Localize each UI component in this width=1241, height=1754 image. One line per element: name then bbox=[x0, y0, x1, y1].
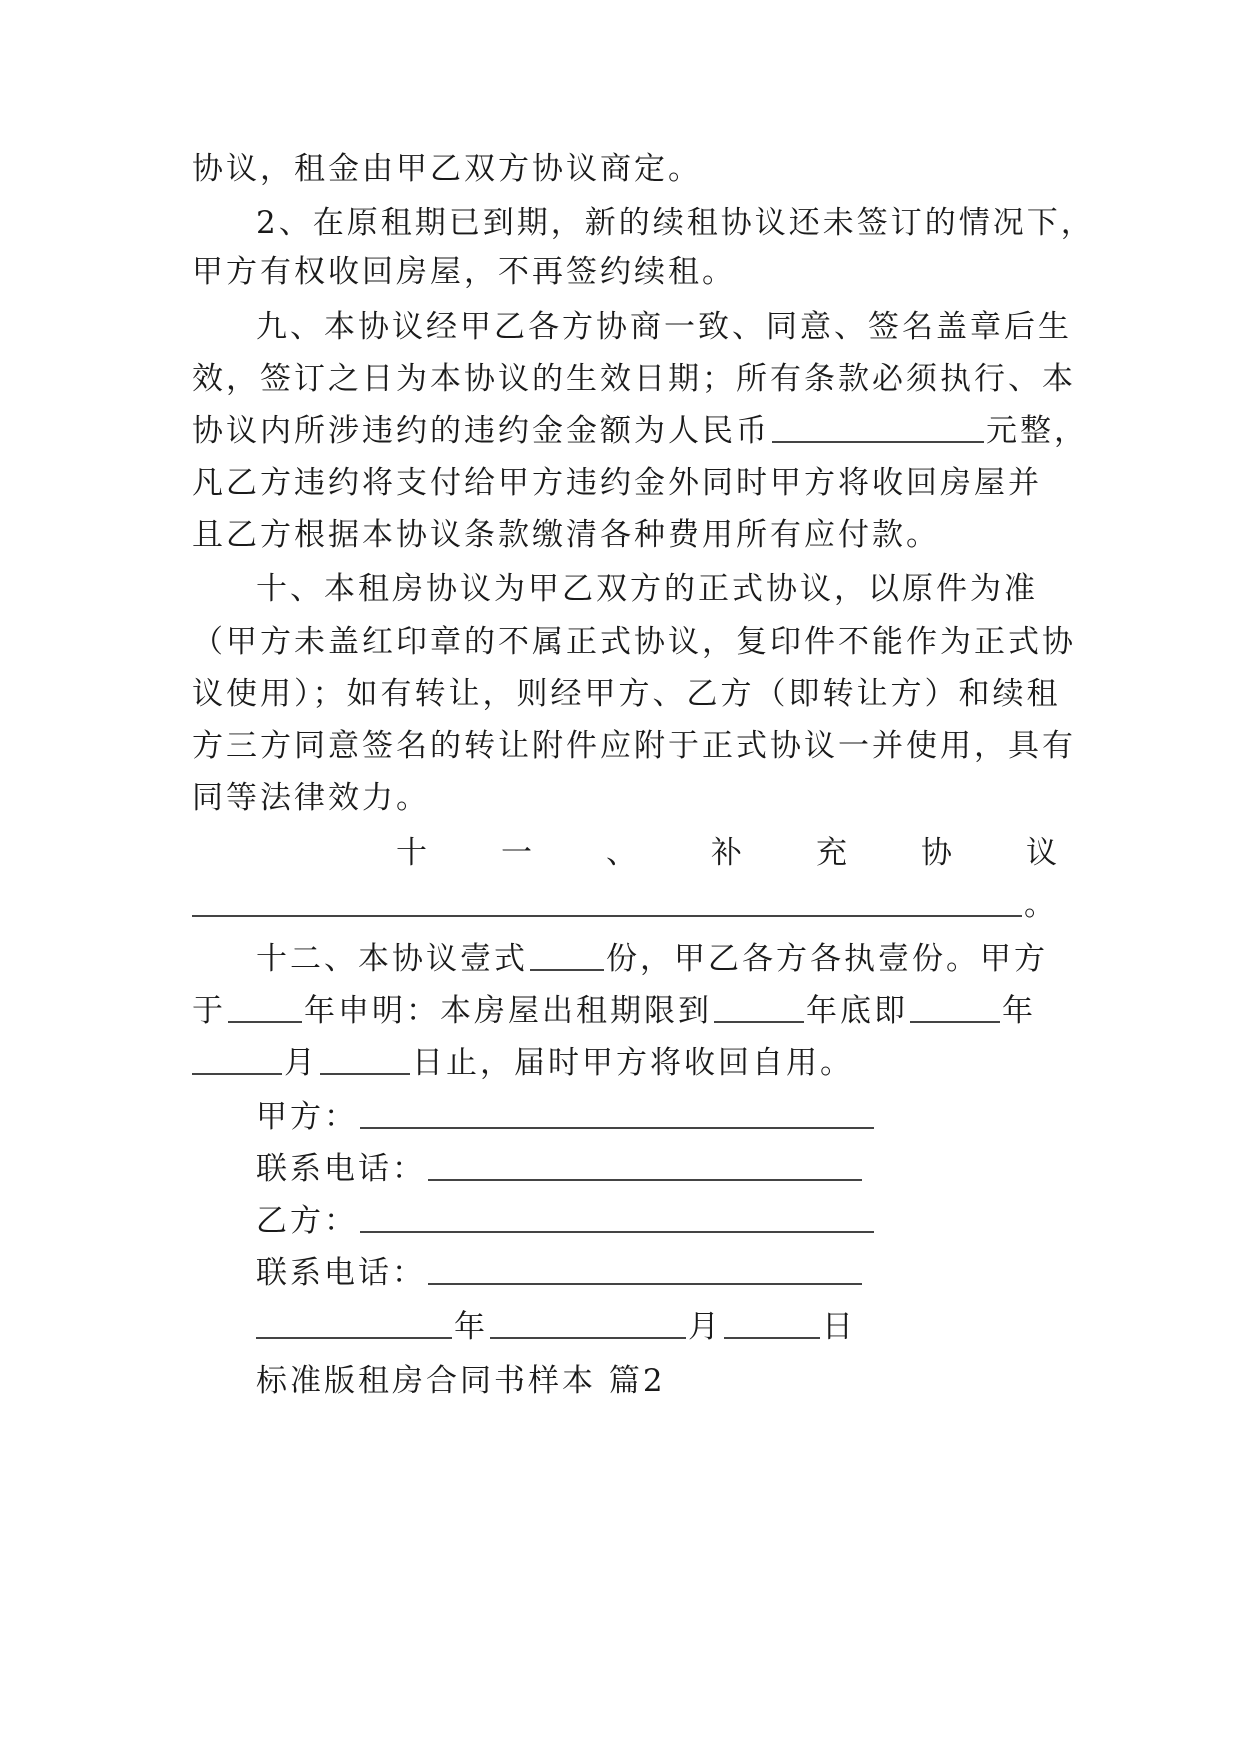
text-line: 议使用）；如有转让，则经甲方、乙方（即转让方）和续租 bbox=[192, 676, 1061, 712]
blank-line bbox=[320, 1043, 410, 1075]
signature-blank bbox=[428, 1253, 862, 1285]
text-line: （甲方未盖红印章的不属正式协议，复印件不能作为正式协 bbox=[192, 624, 1076, 660]
supplementary-blank-line: 。 bbox=[192, 876, 1072, 934]
signature-date: 年 月 日 bbox=[256, 1298, 1136, 1356]
date-blank bbox=[490, 1307, 686, 1339]
text-line: 且乙方根据本协议条款缴清各种费用所有应付款。 bbox=[192, 517, 940, 553]
text-line: 甲方有权收回房屋，不再签约续租。 bbox=[192, 254, 736, 290]
blank-line bbox=[228, 991, 302, 1023]
text-line: 2、在原租期已到期，新的续租协议还未签订的情况下， bbox=[256, 205, 1095, 241]
blank-line bbox=[192, 1043, 282, 1075]
text-line: 方三方同意签名的转让附件应附于正式协议一并使用，具有 bbox=[192, 728, 1076, 764]
signature-blank bbox=[428, 1149, 862, 1181]
text-line: 九、本协议经甲乙各方协商一致、同意、签名盖章后生 bbox=[256, 309, 1072, 345]
text-line: 凡乙方违约将支付给甲方违约金外同时甲方将收回房屋并 bbox=[192, 465, 1042, 501]
signature-phone-a: 联系电话： bbox=[256, 1140, 1136, 1198]
blank-line bbox=[772, 411, 984, 443]
text-line: 协议内所涉违约的违约金金额为人民币 元整， bbox=[192, 413, 1088, 449]
date-blank bbox=[256, 1307, 452, 1339]
text-line: 十二、本协议壹式 份，甲乙各方各执壹份。甲方 bbox=[256, 941, 1048, 977]
blank-line bbox=[530, 939, 604, 971]
text-line: 协议，租金由甲乙双方协议商定。 bbox=[192, 151, 702, 187]
signature-phone-b: 联系电话： bbox=[256, 1244, 1136, 1302]
text-line: 同等法律效力。 bbox=[192, 780, 430, 816]
text-line: 效，签订之日为本协议的生效日期；所有条款必须执行、本 bbox=[192, 361, 1076, 397]
signature-blank bbox=[360, 1201, 874, 1233]
date-blank bbox=[724, 1307, 820, 1339]
blank-line bbox=[192, 885, 1022, 917]
signature-party-a: 甲方： bbox=[256, 1088, 1136, 1146]
section-title: 标准版租房合同书样本 篇2 bbox=[256, 1363, 666, 1399]
blank-line bbox=[910, 991, 1000, 1023]
text-line: 于 年申明：本房屋出租期限到 年底即 年 bbox=[192, 993, 1036, 1029]
signature-blank bbox=[360, 1097, 874, 1129]
text-line: 月 日止，届时甲方将收回自用。 bbox=[192, 1034, 1072, 1092]
blank-line bbox=[714, 991, 804, 1023]
text-line: 十、本租房协议为甲乙双方的正式协议，以原件为准 bbox=[256, 571, 1038, 607]
signature-party-b: 乙方： bbox=[256, 1192, 1136, 1250]
clause-11-heading: 十 一 、 补 充 协 议 bbox=[396, 835, 1060, 871]
